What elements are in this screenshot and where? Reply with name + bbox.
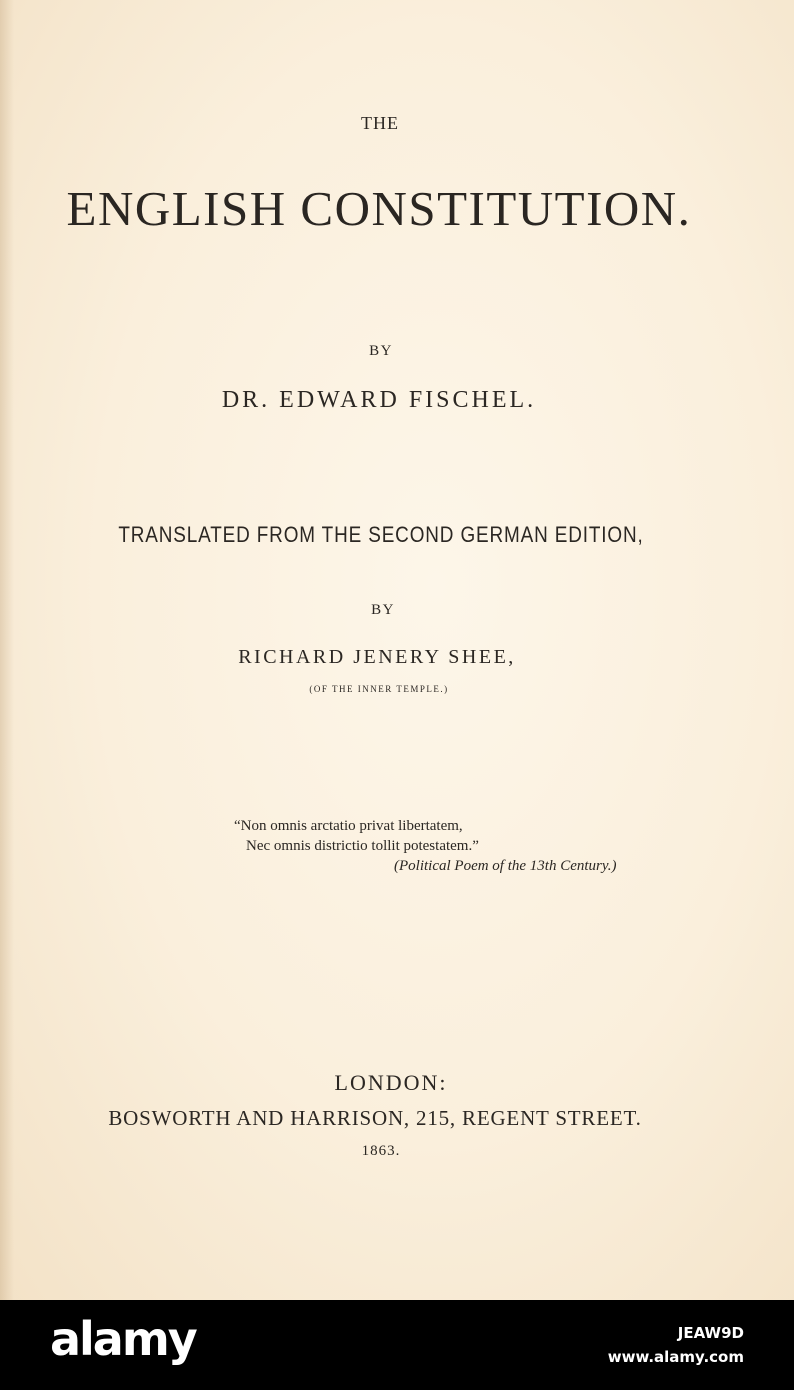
- book-title: ENGLISH CONSTITUTION.: [66, 181, 692, 236]
- site-url: www.alamy.com: [607, 1348, 744, 1366]
- title-prefix: THE: [361, 113, 399, 133]
- by-label-translator: BY: [371, 602, 395, 618]
- image-code: JEAW9D: [677, 1324, 744, 1342]
- epigraph-line-1: “Non omnis arctatio privat libertatem,: [234, 818, 463, 834]
- translator-affiliation: (OF THE INNER TEMPLE.): [309, 684, 449, 694]
- translation-note: TRANSLATED FROM THE SECOND GERMAN EDITION,: [118, 522, 644, 547]
- alamy-logo: alamy: [50, 1312, 196, 1366]
- author-name: DR. EDWARD FISCHEL.: [221, 387, 537, 413]
- epigraph-line-2: Nec omnis districtio tollit potestatem.”: [246, 838, 479, 854]
- imprint-city: LONDON:: [334, 1070, 448, 1095]
- translator-name: RICHARD JENERY SHEE,: [238, 646, 516, 668]
- by-label: BY: [369, 343, 393, 359]
- imprint-publisher: BOSWORTH AND HARRISON, 215, REGENT STREET.: [108, 1106, 642, 1130]
- stock-watermark-bar: [0, 1300, 794, 1390]
- epigraph-source: (Political Poem of the 13th Century.): [394, 858, 617, 874]
- imprint-year: 1863.: [361, 1143, 401, 1159]
